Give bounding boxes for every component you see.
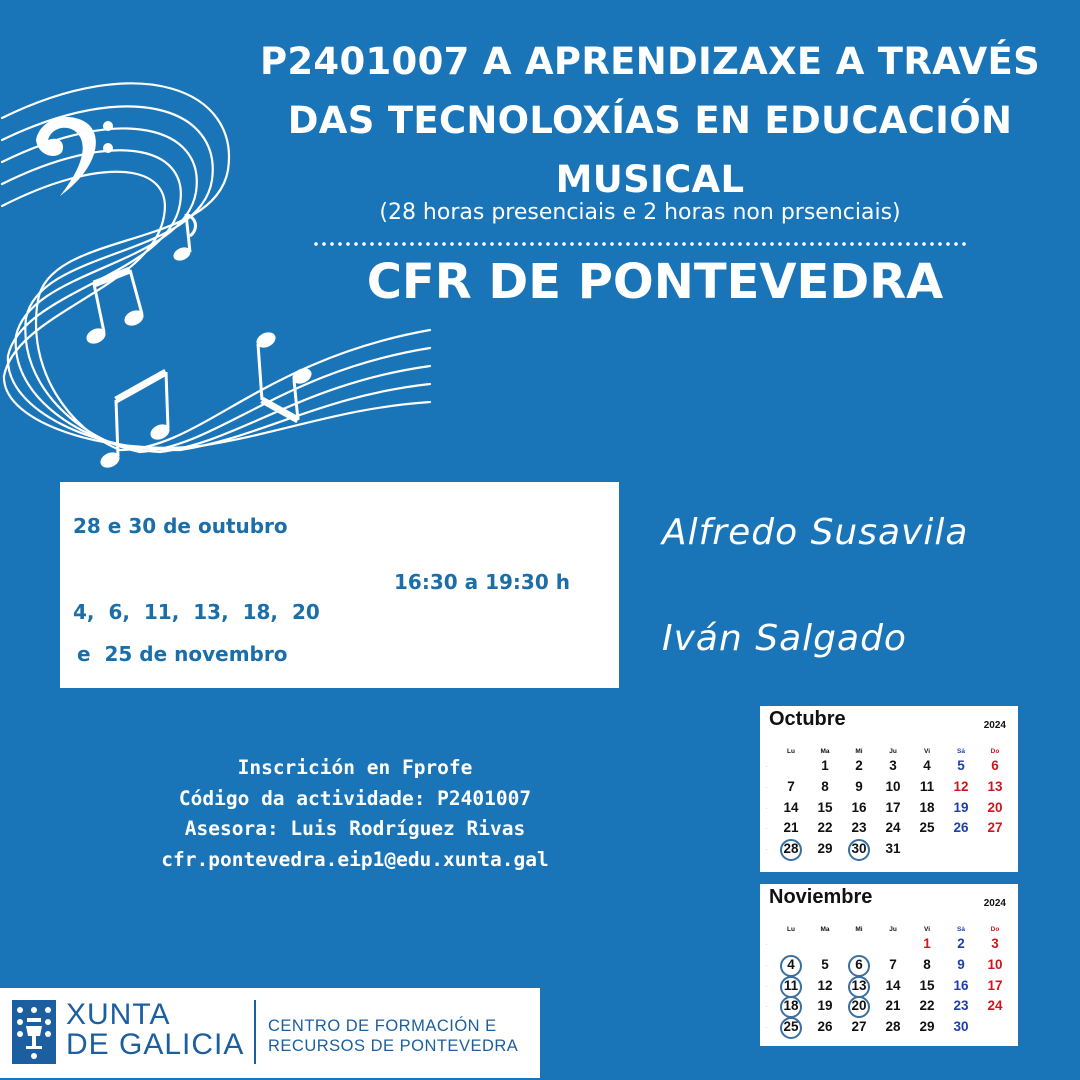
calendar-day: 31 [885,841,901,857]
title-line-1: P2401007 A APRENDIZAXE A TRAVÉS [259,40,1041,83]
speaker-name: Alfredo Susavila [662,512,969,553]
calendar-day: 5 [957,758,965,773]
calendar-day: 6 [991,758,999,773]
calendar-day: 2 [855,758,863,773]
contact-email[interactable]: cfr.pontevedra.eip1@edu.xunta.gal [161,847,549,871]
calendar-day: 28 [885,1019,901,1035]
calendar-day: 7 [787,778,795,794]
calendar-day: 5 [821,956,829,972]
calendar-day: 23 [953,998,969,1014]
weekday-label: Vi [923,748,931,755]
calendar-year: 2024 [983,720,1006,731]
weekday-label: Do [990,926,1000,933]
calendar-day: 16 [953,977,969,993]
calendar-day: 10 [987,956,1003,972]
enrolment-info [100,753,610,875]
centre-name: CFR DE PONTEVEDRA [366,254,944,310]
calendar-day: 2 [957,936,965,951]
week-marker: · [766,1004,768,1010]
calendar-day: 23 [851,820,867,836]
cfr-line: CENTRO DE FORMACIÓN E [268,1017,497,1035]
weekday-label: Ma [820,748,830,755]
calendar-november [760,884,1018,1046]
calendar-day: 26 [953,820,969,836]
cfr-line: RECURSOS DE PONTEVEDRA [268,1037,519,1055]
dates-november-end: e 25 de novembro [77,642,288,666]
calendar-day: 13 [987,778,1003,794]
calendar-day: 1 [923,936,931,951]
calendar-day: 24 [885,820,901,836]
calendar-day: 15 [919,977,935,993]
week-marker: · [766,1025,768,1031]
weekday-label: Ju [889,926,897,933]
calendar-day: 7 [889,956,897,972]
galicia-coat-of-arms-icon [12,1000,56,1064]
calendar-day: 8 [923,956,931,972]
calendar-day: 22 [817,820,833,836]
weekday-label: Mi [855,748,863,755]
title-line-2: DAS TECNOLOXÍAS EN EDUCACIÓN [287,99,1013,142]
title-line-3: MUSICAL [555,158,745,201]
calendar-day: 21 [783,820,799,836]
calendar-year: 2024 [983,898,1006,909]
calendar-october [760,706,1018,872]
music-staff-illustration [0,60,440,480]
calendar-day: 28 [783,841,799,857]
calendar-day: 3 [889,758,897,773]
calendar-day: 25 [783,1019,799,1035]
calendar-day: 20 [851,998,867,1014]
weekday-label: Lu [787,926,795,933]
calendar-day: 16 [851,799,867,815]
dates-november: 4, 6, 11, 13, 18, 20 [73,600,320,624]
dates-box [60,482,619,688]
calendar-month: Noviembre [769,886,873,908]
speaker-name: Iván Salgado [662,618,907,659]
calendar-day: 6 [855,956,863,972]
calendar-day: 19 [953,799,969,815]
weekday-label: Sá [957,748,965,755]
logo-divider [254,1000,256,1064]
calendar-day: 29 [919,1019,935,1035]
calendar-day: 27 [851,1019,867,1035]
cfr-wordmark [268,1016,518,1056]
calendar-day: 3 [991,936,999,951]
calendar-day: 15 [817,799,833,815]
weekday-label: Sá [957,926,965,933]
calendar-day: 9 [855,778,863,794]
weekday-label: Ma [820,926,830,933]
calendar-day: 27 [987,820,1003,836]
calendar-day: 14 [885,977,901,993]
info-line: Inscrición en Fprofe [237,756,473,779]
calendar-day: 4 [787,956,795,972]
week-marker: · [766,847,768,853]
calendar-day: 21 [885,998,901,1014]
session-time: 16:30 a 19:30 h [394,570,570,594]
week-marker: · [766,962,768,968]
xunta-line: XUNTA [66,998,171,1031]
calendar-day: 10 [885,778,901,794]
calendar-day: 11 [919,778,935,794]
calendar-day: 17 [987,977,1003,993]
xunta-line: DE GALICIA [66,1028,245,1061]
calendar-day: 14 [783,799,799,815]
calendar-day: 29 [817,841,833,857]
calendar-day: 1 [821,758,829,773]
calendar-day: 12 [817,977,833,993]
week-marker: · [766,764,768,769]
xunta-logo [0,988,540,1078]
calendar-day: 30 [851,841,867,857]
weekday-label: Mi [855,926,863,933]
dates-october: 28 e 30 de outubro [73,514,288,538]
calendar-day: 18 [783,998,799,1014]
hours-subtitle: (28 horas presenciais e 2 horas non prsenciais) [379,200,901,225]
week-marker: · [766,983,768,989]
calendar-day: 17 [885,799,901,815]
calendar-day: 8 [821,778,829,794]
xunta-wordmark [66,1000,244,1060]
weekday-label: Lu [787,748,795,755]
calendar-day: 30 [953,1019,969,1035]
calendar-month: Octubre [769,708,846,730]
week-marker: · [766,805,768,811]
weekday-label: Vi [923,926,931,933]
week-marker: · [766,784,768,790]
week-marker: · [766,826,768,832]
calendar-day: 18 [919,799,935,815]
weekday-label: Do [990,748,1000,755]
calendar-day: 9 [957,956,965,972]
calendar-day: 19 [817,998,833,1014]
calendar-day: 24 [987,998,1003,1014]
weekday-label: Ju [889,748,897,755]
week-marker: · [766,942,768,947]
calendar-day: 13 [851,977,867,993]
calendar-day: 20 [987,799,1003,815]
calendar-day: 25 [919,820,935,836]
calendar-day: 26 [817,1019,833,1035]
info-line: Código da actividade: P2401007 [178,786,532,810]
calendar-day: 22 [919,998,935,1014]
calendar-day: 11 [783,977,799,993]
calendar-day: 4 [923,758,931,773]
calendar-day: 12 [953,778,969,794]
info-line: Asesora: Luis Rodríguez Rivas [184,817,526,840]
